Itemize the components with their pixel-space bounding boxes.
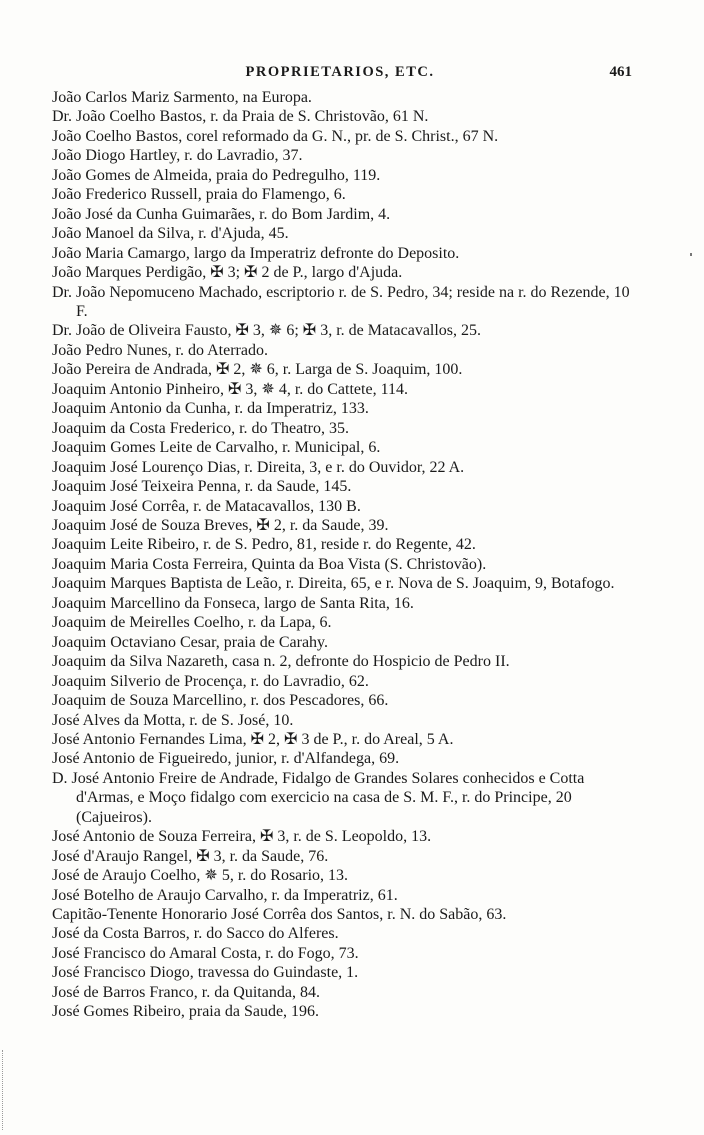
list-item: José Francisco do Amaral Costa, r. do Fogo, 73. xyxy=(52,944,359,962)
list-item: João Maria Camargo, largo da Imperatriz defronte do Deposito. xyxy=(52,244,460,262)
list-item: Joaquim Maria Costa Ferreira, Quinta da Boa Vista (S. Christovão). xyxy=(52,555,487,573)
list-item: João Coelho Bastos, corel reformado da G. N., pr. de S. Christ., 67 N. xyxy=(52,127,499,145)
list-item: João Manoel da Silva, r. d'Ajuda, 45. xyxy=(52,225,289,243)
running-title: PROPRIETARIOS, ETC. xyxy=(245,64,435,80)
list-item: Joaquim José Lourenço Dias, r. Direita, 3, e r. do Ouvidor, 22 A. xyxy=(52,458,465,476)
list-item: Joaquim Antonio Pinheiro, ✠ 3, ✵ 4, r. do Cattete, 114. xyxy=(52,380,408,398)
list-item: Joaquim de Souza Marcellino, r. dos Pescadores, 66. xyxy=(52,692,389,710)
list-item: Dr. João Coelho Bastos, r. da Praia de S. Christovão, 61 N. xyxy=(52,108,429,126)
list-item: José Antonio Fernandes Lima, ✠ 2, ✠ 3 de P., r. do Areal, 5 A. xyxy=(52,730,454,748)
list-item: João Marques Perdigão, ✠ 3; ✠ 2 de P., largo d'Ajuda. xyxy=(52,264,403,282)
list-item: Joaquim Marcellino da Fonseca, largo de Santa Rita, 16. xyxy=(52,594,414,612)
list-item: Joaquim da Silva Nazareth, casa n. 2, defronte do Hospicio de Pedro II. xyxy=(52,653,510,671)
list-item: José Botelho de Araujo Carvalho, r. da Imperatriz, 61. xyxy=(52,886,398,904)
list-item: José da Costa Barros, r. do Sacco do Alferes. xyxy=(52,925,339,943)
binding-edge-mark xyxy=(2,1050,7,1130)
list-item: José de Araujo Coelho, ✵ 5, r. do Rosario, 13. xyxy=(52,867,349,885)
list-item: João Pereira de Andrada, ✠ 2, ✵ 6, r. Larga de S. Joaquim, 100. xyxy=(52,361,463,379)
list-item: João Gomes de Almeida, praia do Pedregulho, 119. xyxy=(52,166,381,184)
list-item: Capitão-Tenente Honorario José Corrêa dos Santos, r. N. do Sabão, 63. xyxy=(52,906,507,924)
page-number: 461 xyxy=(609,64,632,80)
list-item: Joaquim José Teixeira Penna, r. da Saude, 145. xyxy=(52,478,352,496)
list-item: D. José Antonio Freire de Andrade, Fidalgo de Grandes Solares conhecidos e Cotta d'Armas, e Moço fidalgo com exercicio na casa de S. M. F., r. do Principe, 20 (Cajueiros). xyxy=(52,769,585,826)
print-speck xyxy=(690,253,692,256)
proprietor-list xyxy=(52,88,634,1022)
list-item: José Antonio de Figueiredo, junior, r. d'Alfandega, 69. xyxy=(52,750,400,768)
list-item: Joaquim Gomes Leite de Carvalho, r. Municipal, 6. xyxy=(52,439,381,457)
list-item: José de Barros Franco, r. da Quitanda, 84. xyxy=(52,983,320,1001)
list-item: Joaquim Antonio da Cunha, r. da Imperatriz, 133. xyxy=(52,400,369,418)
list-item: Joaquim Octaviano Cesar, praia de Carahy. xyxy=(52,633,328,651)
list-item: Joaquim de Meirelles Coelho, r. da Lapa, 6. xyxy=(52,614,332,632)
list-item: João Diogo Hartley, r. do Lavradio, 37. xyxy=(52,147,303,165)
list-item: José Gomes Ribeiro, praia da Saude, 196. xyxy=(52,1003,320,1021)
list-item: Joaquim Leite Ribeiro, r. de S. Pedro, 81, reside r. do Regente, 42. xyxy=(52,536,476,554)
list-item: Joaquim Silverio de Procença, r. do Lavradio, 62. xyxy=(52,672,369,690)
list-item: José Antonio de Souza Ferreira, ✠ 3, r. de S. Leopoldo, 13. xyxy=(52,828,432,846)
list-item: Joaquim José Corrêa, r. de Matacavallos, 130 B. xyxy=(52,497,361,515)
list-item: José d'Araujo Rangel, ✠ 3, r. da Saude, 76. xyxy=(52,847,329,865)
list-item: Dr. João Nepomuceno Machado, escriptorio r. de S. Pedro, 34; reside na r. do Rezende, 10 F. xyxy=(52,283,630,320)
list-item: Joaquim José de Souza Breves, ✠ 2, r. da Saude, 39. xyxy=(52,516,389,534)
list-item: Joaquim da Costa Frederico, r. do Theatro, 35. xyxy=(52,419,349,437)
list-item: José Francisco Diogo, travessa do Guindaste, 1. xyxy=(52,964,359,982)
page-header xyxy=(52,64,632,84)
list-item: João Pedro Nunes, r. do Aterrado. xyxy=(52,341,268,359)
list-item: José Alves da Motta, r. de S. José, 10. xyxy=(52,711,294,729)
list-item: João Carlos Mariz Sarmento, na Europa. xyxy=(52,89,312,106)
list-item: João José da Cunha Guimarães, r. do Bom Jardim, 4. xyxy=(52,205,391,223)
list-item: Joaquim Marques Baptista de Leão, r. Direita, 65, e r. Nova de S. Joaquim, 9, Botafogo. xyxy=(52,575,615,593)
list-item: João Frederico Russell, praia do Flamengo, 6. xyxy=(52,186,346,204)
list-item: Dr. João de Oliveira Fausto, ✠ 3, ✵ 6; ✠ 3, r. de Matacavallos, 25. xyxy=(52,322,482,340)
